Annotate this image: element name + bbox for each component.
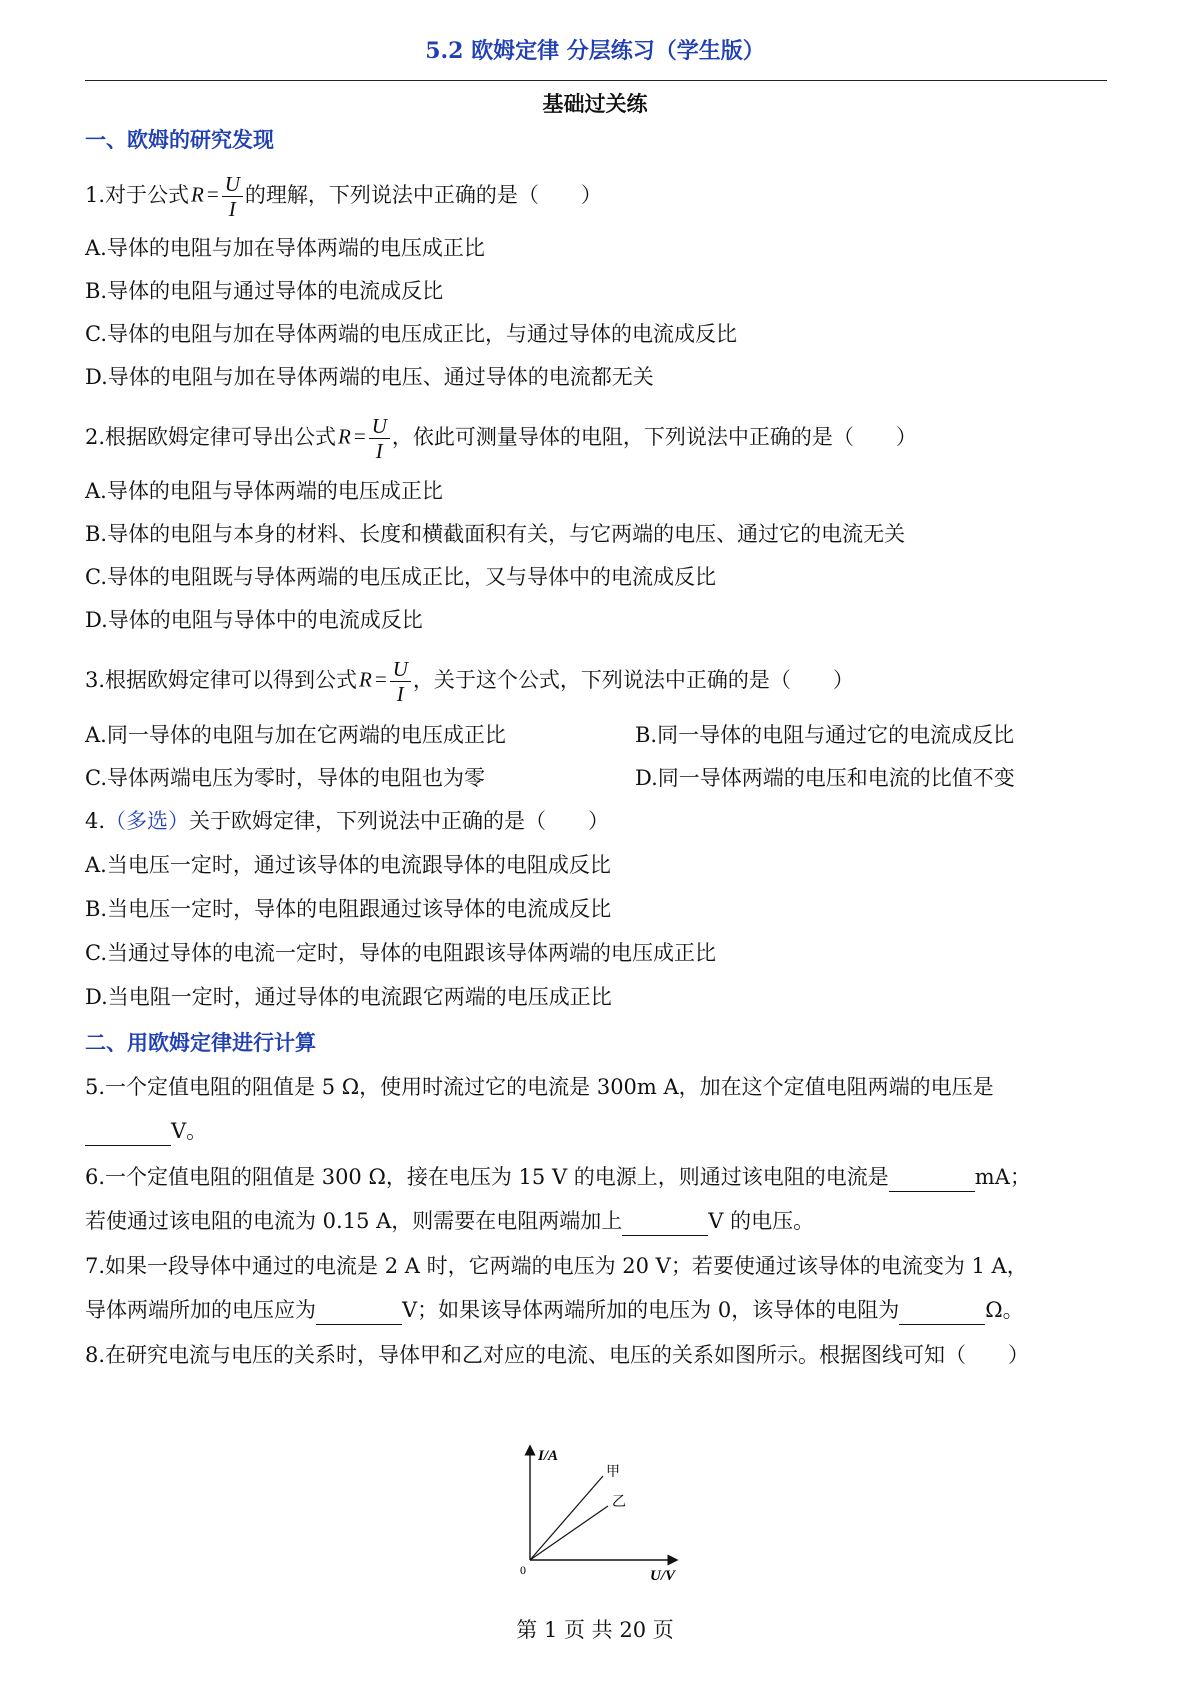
section-subtitle: 基础过关练 [542,91,648,116]
x-axis-label: U/V [650,1568,676,1582]
question-3-suffix: ，关于这个公式，下列说法中正确的是（ ） [412,668,854,692]
line-yi-label: 乙 [612,1495,626,1510]
question-4-option-c: C.当通过导体的电流一定时，导体的电阻跟该导体两端的电压成正比 [85,941,716,965]
y-axis-label: I/A [538,1448,559,1464]
question-1-option-b: B.导体的电阻与通过导体的电流成反比 [85,279,444,303]
question-1-option-d: D.导体的电阻与加在导体两端的电压、通过导体的电流都无关 [85,365,654,389]
question-1-option-c: C.导体的电阻与加在导体两端的电压成正比，与通过导体的电流成反比 [85,322,737,346]
document-title: 5.2 欧姆定律 分层练习（学生版） [425,38,765,64]
section-heading-1: 一、欧姆的研究发现 [85,127,274,152]
question-3-prefix: 3.根据欧姆定律可以得到公式 [85,668,358,692]
question-2-suffix: ，依此可测量导体的电阻，下列说法中正确的是（ ） [391,425,917,449]
question-2-stem [85,414,917,463]
question-4-number: 4. [85,809,106,833]
answer-blank [889,1169,975,1192]
line-yi [530,1506,608,1560]
question-3-option-d: D.同一导体两端的电压和电流的比值不变 [635,766,1015,790]
line-jia-label: 甲 [606,1465,620,1480]
question-3-option-b: B.同一导体的电阻与通过它的电流成反比 [635,723,1015,747]
current-voltage-graph [508,1442,698,1582]
ohm-formula: R = $\frac{U}{I}$ [359,657,411,706]
question-4-option-d: D.当电阻一定时，通过导体的电流跟它两端的电压成正比 [85,985,612,1009]
question-2-option-a: A.导体的电阻与导体两端的电压成正比 [85,479,443,503]
question-2-prefix: 2.根据欧姆定律可导出公式 [85,425,337,449]
question-4-stem [85,806,609,836]
origin-label: 0 [520,1563,526,1577]
ohm-formula: R = $\frac{U}{I}$ [338,414,390,463]
question-2-option-d: D.导体的电阻与导体中的电流成反比 [85,608,423,632]
header-divider [85,80,1107,81]
ohm-formula: R = $\frac{U}{I}$ [191,172,243,221]
question-3-option-a: A.同一导体的电阻与加在它两端的电压成正比 [85,723,506,747]
question-2-option-c: C.导体的电阻既与导体两端的电压成正比，又与导体中的电流成反比 [85,565,716,589]
answer-blank [622,1213,708,1236]
question-1-prefix: 1.对于公式 [85,183,190,207]
answer-blank [85,1123,171,1146]
multi-select-tag: （多选） [105,809,190,833]
question-5-line-2: V。 [85,1116,207,1146]
line-jia [530,1476,603,1560]
section-heading-2: 二、用欧姆定律进行计算 [85,1030,316,1055]
question-4-option-b: B.当电压一定时，导体的电阻跟通过该导体的电流成反比 [85,897,612,921]
question-1-suffix: 的理解，下列说法中正确的是（ ） [244,183,602,207]
question-8-stem: 8.在研究电流与电压的关系时，导体甲和乙对应的电流、电压的关系如图所示。根据图线可知（ ） [85,1343,1030,1367]
question-5-line-1: 5.一个定值电阻的阻值是 5 Ω，使用时流过它的电流是 300m A，加在这个定值电阻两端的电压是 [85,1075,994,1099]
question-1-stem [85,172,602,221]
question-7-line-1: 7.如果一段导体中通过的电流是 2 A 时，它两端的电压为 20 V；若要使通过该导体的电流变为 1 A， [85,1254,1028,1278]
answer-blank [899,1302,985,1325]
question-2-option-b: B.导体的电阻与本身的材料、长度和横截面积有关，与它两端的电压、通过它的电流无关 [85,522,906,546]
question-3-stem [85,657,854,706]
question-3-option-c: C.导体两端电压为零时，导体的电阻也为零 [85,766,485,790]
answer-blank [316,1302,402,1325]
question-4-option-a: A.当电压一定时，通过该导体的电流跟导体的电阻成反比 [85,853,611,877]
question-4-text: 关于欧姆定律，下列说法中正确的是（ ） [189,809,610,833]
question-6-line-2: 若使通过该电阻的电流为 0.15 A，则需要在电阻两端加上 V 的电压。 [85,1206,814,1236]
question-6-line-1: 6.一个定值电阻的阻值是 300 Ω，接在电压为 15 V 的电源上，则通过该电阻的电流是 mA； [85,1162,1031,1192]
question-1-option-a: A.导体的电阻与加在导体两端的电压成正比 [85,236,485,260]
question-7-line-2: 导体两端所加的电压应为 V；如果该导体两端所加的电压为 0，该导体的电阻为 Ω。 [85,1295,1024,1325]
page-footer: 第 1 页 共 20 页 [516,1618,674,1642]
